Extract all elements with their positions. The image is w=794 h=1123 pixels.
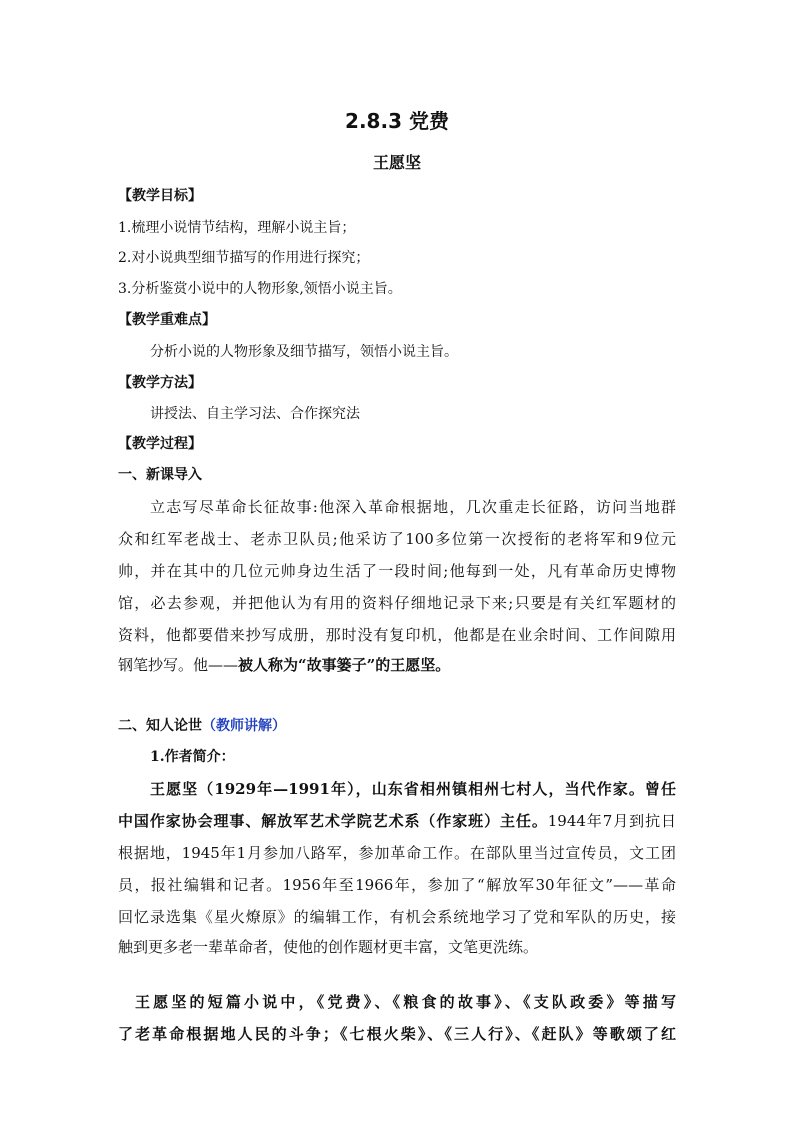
bio-line: 回忆录选集《星火燎原》的编辑工作，有机会系统地学习了党和军队的历史，接 [118, 908, 676, 926]
bio-line: 根据地，1945年1月参加八路军，参加革命工作。在部队里当过宣传员，文工团 [118, 844, 676, 862]
goal-item: 2.对小说典型细节描写的作用进行探究； [118, 250, 370, 266]
author-name: 王愿坚 [372, 153, 421, 172]
paragraph-line: 立志写尽革命长征故事:他深入革命根据地，几次重走长征路，访问当地群 [150, 498, 676, 516]
part2-heading [118, 716, 286, 736]
part1-heading: 一、新课导入 [118, 467, 202, 483]
process-heading: 【教学过程】 [118, 436, 202, 452]
paragraph-line: 众和红军老战士、老赤卫队员;他采访了100多位第一次授衔的老将军和9位元 [118, 530, 676, 548]
paragraph-last-line [118, 655, 450, 675]
goals-heading: 【教学目标】 [118, 188, 202, 204]
works-line: 王愿坚的短篇小说中，《党费》、《粮食的故事》、《支队政委》等描写 [135, 993, 676, 1011]
bio-last-line: 触到更多老一辈革命者，使他的创作题材更丰富，文笔更洗练。 [118, 938, 539, 956]
key-text: 分析小说的人物形象及细节描写，领悟小说主旨。 [150, 344, 458, 360]
bio-line: 员，报社编辑和记者。1956年至1966年，参加了“解放军30年征文”——革命 [118, 876, 676, 894]
bio-text: 1944年7月到抗日 [547, 812, 676, 830]
paragraph-text: 钢笔抄写。他—— [118, 656, 239, 674]
teacher-note: （教师讲解） [202, 718, 286, 734]
document-title: 2.8.3 党费 [345, 109, 449, 133]
key-heading: 【教学重难点】 [118, 312, 216, 328]
bio-line: 王愿坚（1929年—1991年），山东省相州镇相州七村人，当代作家。曾任 [150, 780, 676, 798]
paragraph-line: 资料，他都要借来抄写成册，那时没有复印机，他都是在业余时间、工作间隙用 [118, 626, 676, 644]
paragraph-emphasis: 被人称为“故事篓子”的王愿坚。 [238, 656, 451, 674]
goal-item: 1.梳理小说情节结构，理解小说主旨； [118, 220, 356, 236]
bio-line [118, 811, 676, 831]
method-text: 讲授法、自主学习法、合作探究法 [150, 406, 360, 422]
bio-emphasis: 中国作家协会理事、解放军艺术学院艺术系（作家班）主任。 [118, 812, 548, 830]
intro-heading: 1.作者简介： [150, 749, 235, 765]
paragraph-line: 帅，并在其中的几位元帅身边生活了一段时间;他每到一处，凡有革命历史博物 [118, 562, 676, 580]
paragraph-line: 馆，必去参观，并把他认为有用的资料仔细地记录下来;只要是有关红军题材的 [118, 594, 676, 612]
method-heading: 【教学方法】 [118, 375, 202, 391]
part2-heading-text: 二、知人论世 [118, 718, 202, 734]
goal-item: 3.分析鉴赏小说中的人物形象,领悟小说主旨。 [118, 281, 402, 297]
works-line: 了老革命根据地人民的斗争；《七根火柴》、《三人行》、《赶队》等歌颂了红 [118, 1025, 676, 1043]
